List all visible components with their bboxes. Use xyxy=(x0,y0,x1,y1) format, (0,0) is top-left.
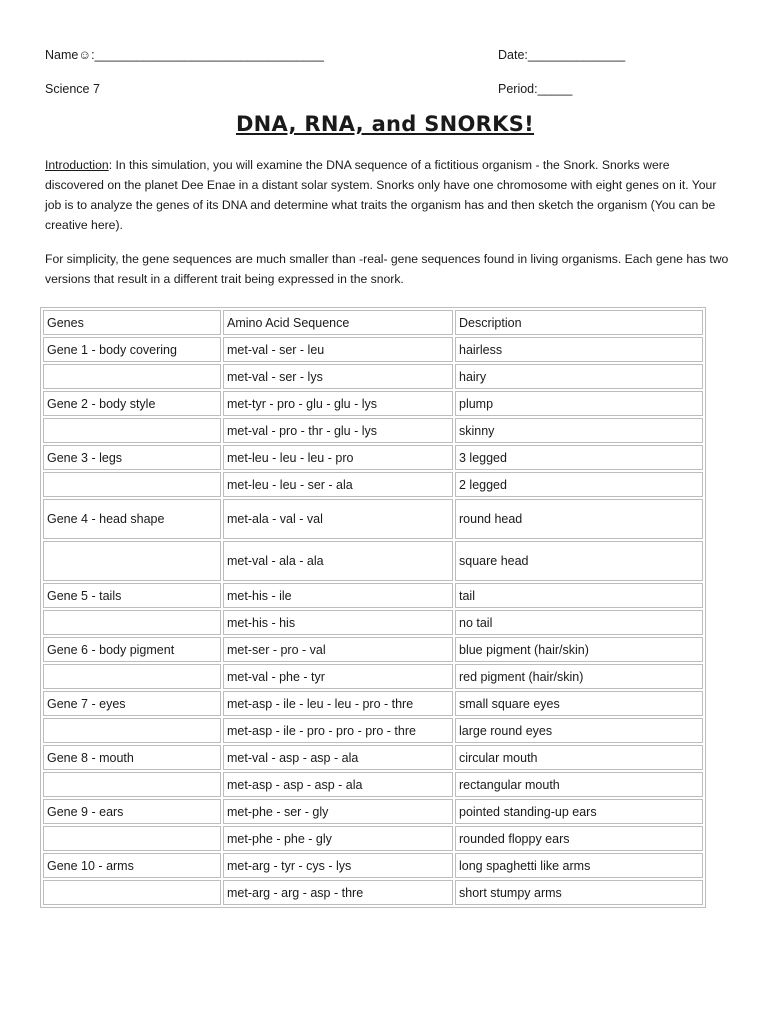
table-row xyxy=(43,664,703,689)
date-field[interactable] xyxy=(498,48,625,62)
gene-cell xyxy=(43,664,221,689)
description-cell: 2 legged xyxy=(455,472,703,497)
sequence-cell: met-ser - pro - val xyxy=(223,637,453,662)
gene-cell xyxy=(43,772,221,797)
description-cell: hairless xyxy=(455,337,703,362)
description-cell: round head xyxy=(455,499,703,539)
gene-cell xyxy=(43,718,221,743)
description-cell: 3 legged xyxy=(455,445,703,470)
gene-cell: Gene 6 - body pigment xyxy=(43,637,221,662)
description-cell: large round eyes xyxy=(455,718,703,743)
description-cell: red pigment (hair/skin) xyxy=(455,664,703,689)
table-row xyxy=(43,337,703,362)
table-row xyxy=(43,364,703,389)
gene-cell xyxy=(43,418,221,443)
name-field[interactable] xyxy=(45,48,324,62)
period-field[interactable] xyxy=(498,82,572,96)
description-cell: blue pigment (hair/skin) xyxy=(455,637,703,662)
course-label: Science 7 xyxy=(45,82,100,96)
sequence-cell: met-asp - ile - pro - pro - pro - thre xyxy=(223,718,453,743)
table-row xyxy=(43,826,703,851)
table-row xyxy=(43,418,703,443)
description-cell: hairy xyxy=(455,364,703,389)
sequence-cell: met-val - ser - leu xyxy=(223,337,453,362)
description-cell: rectangular mouth xyxy=(455,772,703,797)
introduction-paragraph xyxy=(45,155,730,235)
description-cell: square head xyxy=(455,541,703,581)
name-label: Name☺: xyxy=(45,48,95,62)
table-row xyxy=(43,583,703,608)
column-header-sequence: Amino Acid Sequence xyxy=(223,310,453,335)
gene-cell xyxy=(43,826,221,851)
description-cell: skinny xyxy=(455,418,703,443)
description-cell: tail xyxy=(455,583,703,608)
table-row xyxy=(43,799,703,824)
column-header-description: Description xyxy=(455,310,703,335)
gene-cell: Gene 2 - body style xyxy=(43,391,221,416)
table-row xyxy=(43,541,703,581)
gene-cell xyxy=(43,880,221,905)
introduction-label: Introduction xyxy=(45,158,109,172)
description-cell: small square eyes xyxy=(455,691,703,716)
sequence-cell: met-phe - phe - gly xyxy=(223,826,453,851)
gene-cell xyxy=(43,541,221,581)
sequence-cell: met-asp - asp - asp - ala xyxy=(223,772,453,797)
sequence-cell: met-val - asp - asp - ala xyxy=(223,745,453,770)
description-cell: pointed standing-up ears xyxy=(455,799,703,824)
gene-cell xyxy=(43,364,221,389)
description-cell: short stumpy arms xyxy=(455,880,703,905)
sequence-cell: met-arg - tyr - cys - lys xyxy=(223,853,453,878)
table-row xyxy=(43,445,703,470)
introduction-text: : In this simulation, you will examine the DNA sequence of a fictitious organism - the Snork. Snorks were discovered on the planet Dee Enae in a distant solar system. Snorks only have one chromosome with eight genes on it. Your job is to analyze the genes of its DNA and determine what traits the organism has and then sketch the organism (You can be creative here). xyxy=(45,158,717,232)
table-row xyxy=(43,718,703,743)
sequence-cell: met-ala - val - val xyxy=(223,499,453,539)
table-header-row xyxy=(43,310,703,335)
sequence-cell: met-phe - ser - gly xyxy=(223,799,453,824)
sequence-cell: met-arg - arg - asp - thre xyxy=(223,880,453,905)
table-row xyxy=(43,610,703,635)
sequence-cell: met-tyr - pro - glu - glu - lys xyxy=(223,391,453,416)
description-cell: long spaghetti like arms xyxy=(455,853,703,878)
sequence-cell: met-val - ala - ala xyxy=(223,541,453,581)
sequence-cell: met-his - his xyxy=(223,610,453,635)
gene-cell: Gene 1 - body covering xyxy=(43,337,221,362)
gene-cell: Gene 3 - legs xyxy=(43,445,221,470)
gene-cell: Gene 9 - ears xyxy=(43,799,221,824)
name-blank[interactable]: _________________________________ xyxy=(94,48,325,62)
sequence-cell: met-val - ser - lys xyxy=(223,364,453,389)
table-row xyxy=(43,499,703,539)
table-row xyxy=(43,853,703,878)
table-row xyxy=(43,691,703,716)
sequence-cell: met-leu - leu - leu - pro xyxy=(223,445,453,470)
gene-table xyxy=(40,307,706,908)
gene-cell: Gene 5 - tails xyxy=(43,583,221,608)
table-row xyxy=(43,772,703,797)
sequence-cell: met-asp - ile - leu - leu - pro - thre xyxy=(223,691,453,716)
description-cell: plump xyxy=(455,391,703,416)
page-title: DNA, RNA, and SNORKS! xyxy=(235,112,535,136)
gene-cell: Gene 10 - arms xyxy=(43,853,221,878)
table-row xyxy=(43,472,703,497)
description-cell: rounded floppy ears xyxy=(455,826,703,851)
table-row xyxy=(43,745,703,770)
table-row xyxy=(43,637,703,662)
table-row xyxy=(43,880,703,905)
sequence-cell: met-his - ile xyxy=(223,583,453,608)
gene-cell: Gene 8 - mouth xyxy=(43,745,221,770)
column-header-genes: Genes xyxy=(43,310,221,335)
sequence-cell: met-leu - leu - ser - ala xyxy=(223,472,453,497)
description-cell: circular mouth xyxy=(455,745,703,770)
description-cell: no tail xyxy=(455,610,703,635)
period-blank[interactable]: _____ xyxy=(537,82,573,96)
sequence-cell: met-val - pro - thr - glu - lys xyxy=(223,418,453,443)
simplicity-paragraph: For simplicity, the gene sequences are much smaller than -real- gene sequences found in living organisms. Each gene has two versions that result in a different trait being expressed in the snork. xyxy=(45,252,729,286)
sequence-cell: met-val - phe - tyr xyxy=(223,664,453,689)
period-label: Period: xyxy=(498,82,538,96)
gene-cell xyxy=(43,610,221,635)
gene-cell xyxy=(43,472,221,497)
gene-cell: Gene 7 - eyes xyxy=(43,691,221,716)
date-blank[interactable]: ______________ xyxy=(527,48,626,62)
table-row xyxy=(43,391,703,416)
date-label: Date: xyxy=(498,48,528,62)
gene-cell: Gene 4 - head shape xyxy=(43,499,221,539)
